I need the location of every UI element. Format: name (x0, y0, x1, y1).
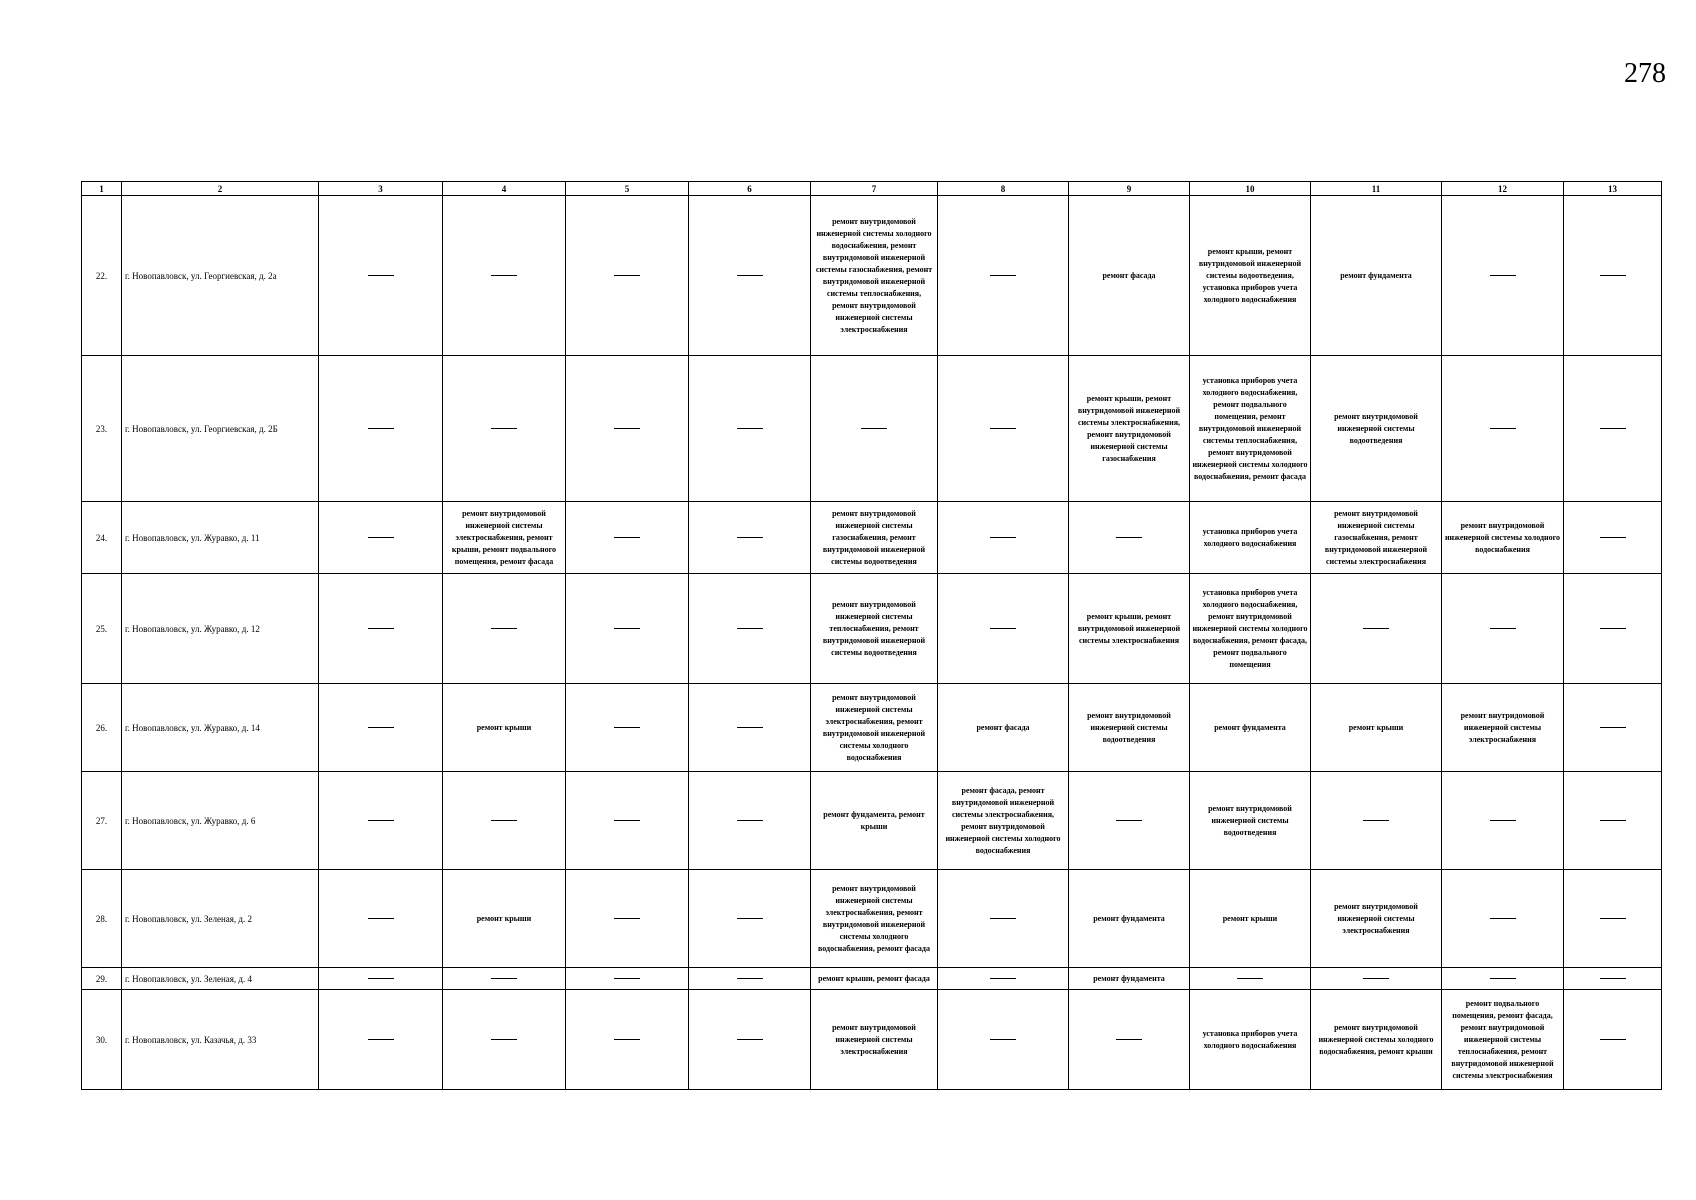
dash-mark (990, 428, 1016, 429)
dash-mark (491, 820, 517, 821)
table-row (82, 574, 1662, 684)
empty-cell (566, 990, 689, 1090)
work-cell: ремонт внутридомовой инженерной системы электроснабжения, ремонт крыши, ремонт подвального помещения, ремонт фасада (443, 502, 566, 574)
row-number: 23. (82, 356, 122, 502)
dash-mark (368, 918, 394, 919)
work-cell: ремонт крыши, ремонт внутридомовой инженерной системы водоотведения, установка приборов учета холодного водоснабжения (1190, 196, 1311, 356)
work-cell: установка приборов учета холодного водоснабжения, ремонт внутридомовой инженерной системы холодного водоснабжения, ремонт фасада, ремонт подвального помещения (1190, 574, 1311, 684)
work-cell: ремонт крыши, ремонт фасада (811, 968, 938, 990)
empty-cell (689, 870, 811, 968)
header-cell: 11 (1311, 182, 1442, 196)
empty-cell (566, 502, 689, 574)
empty-cell (566, 968, 689, 990)
empty-cell (1442, 870, 1564, 968)
dash-mark (614, 727, 640, 728)
dash-mark (990, 978, 1016, 979)
empty-cell (443, 574, 566, 684)
empty-cell (1564, 870, 1662, 968)
header-row (82, 182, 1662, 196)
dash-mark (990, 918, 1016, 919)
dash-mark (1490, 275, 1516, 276)
work-cell: ремонт внутридомовой инженерной системы газоснабжения, ремонт внутридомовой инженерной системы электроснабжения (1311, 502, 1442, 574)
dash-mark (614, 628, 640, 629)
work-cell: ремонт фундамента (1069, 870, 1190, 968)
dash-mark (1600, 428, 1626, 429)
empty-cell (1564, 574, 1662, 684)
empty-cell (689, 356, 811, 502)
empty-cell (938, 502, 1069, 574)
dash-mark (368, 537, 394, 538)
empty-cell (1564, 502, 1662, 574)
dash-mark (368, 275, 394, 276)
work-cell: установка приборов учета холодного водоснабжения, ремонт подвального помещения, ремонт внутридомовой инженерной системы теплоснабжения, ремонт внутридомовой инженерной системы холодного водоснабжения, ремонт фасада (1190, 356, 1311, 502)
empty-cell (566, 772, 689, 870)
empty-cell (938, 356, 1069, 502)
empty-cell (689, 196, 811, 356)
dash-mark (1490, 820, 1516, 821)
empty-cell (319, 684, 443, 772)
table-row (82, 870, 1662, 968)
work-cell: ремонт фасада, ремонт внутридомовой инженерной системы электроснабжения, ремонт внутридомовой инженерной системы холодного водоснабжения (938, 772, 1069, 870)
work-cell: ремонт внутридомовой инженерной системы теплоснабжения, ремонт внутридомовой инженерной системы водоотведения (811, 574, 938, 684)
row-number: 22. (82, 196, 122, 356)
table-row (82, 990, 1662, 1090)
empty-cell (319, 968, 443, 990)
work-cell: ремонт внутридомовой инженерной системы водоотведения (1069, 684, 1190, 772)
dash-mark (1600, 537, 1626, 538)
dash-mark (1116, 1039, 1142, 1040)
row-number: 25. (82, 574, 122, 684)
repair-schedule-table (81, 181, 1662, 1090)
dash-mark (1363, 628, 1389, 629)
dash-mark (1363, 978, 1389, 979)
empty-cell (1442, 196, 1564, 356)
address-cell: г. Новопавловск, ул. Журавко, д. 11 (122, 502, 319, 574)
empty-cell (811, 356, 938, 502)
address-cell: г. Новопавловск, ул. Зеленая, д. 2 (122, 870, 319, 968)
dash-mark (491, 1039, 517, 1040)
empty-cell (1442, 356, 1564, 502)
empty-cell (1564, 196, 1662, 356)
work-cell: ремонт крыши (1311, 684, 1442, 772)
table-row (82, 196, 1662, 356)
empty-cell (566, 356, 689, 502)
empty-cell (443, 990, 566, 1090)
dash-mark (491, 428, 517, 429)
work-cell: ремонт фундамента (1311, 196, 1442, 356)
empty-cell (319, 502, 443, 574)
empty-cell (1564, 356, 1662, 502)
row-number: 30. (82, 990, 122, 1090)
empty-cell (443, 968, 566, 990)
dash-mark (368, 1039, 394, 1040)
work-cell: ремонт внутридомовой инженерной системы водоотведения (1311, 356, 1442, 502)
row-number: 28. (82, 870, 122, 968)
empty-cell (319, 196, 443, 356)
dash-mark (368, 978, 394, 979)
row-number: 24. (82, 502, 122, 574)
empty-cell (938, 968, 1069, 990)
header-cell: 4 (443, 182, 566, 196)
dash-mark (737, 727, 763, 728)
dash-mark (737, 1039, 763, 1040)
dash-mark (737, 537, 763, 538)
empty-cell (443, 196, 566, 356)
empty-cell (1442, 772, 1564, 870)
dash-mark (368, 428, 394, 429)
empty-cell (1564, 684, 1662, 772)
dash-mark (861, 428, 887, 429)
empty-cell (1311, 574, 1442, 684)
work-cell: ремонт внутридомовой инженерной системы электроснабжения, ремонт внутридомовой инженерной системы холодного водоснабжения, ремонт фасада (811, 870, 938, 968)
dash-mark (737, 275, 763, 276)
dash-mark (1600, 275, 1626, 276)
empty-cell (1564, 968, 1662, 990)
dash-mark (1116, 820, 1142, 821)
work-cell: ремонт внутридомовой инженерной системы холодного водоснабжения, ремонт внутридомовой инженерной системы газоснабжения, ремонт внутридомовой инженерной системы теплоснабжения, ремонт внутридомовой инженерной системы электроснабжения (811, 196, 938, 356)
dash-mark (614, 1039, 640, 1040)
dash-mark (737, 918, 763, 919)
address-cell: г. Новопавловск, ул. Журавко, д. 14 (122, 684, 319, 772)
dash-mark (990, 1039, 1016, 1040)
work-cell: ремонт крыши, ремонт внутридомовой инженерной системы электроснабжения, ремонт внутридомовой инженерной системы газоснабжения (1069, 356, 1190, 502)
header-cell: 12 (1442, 182, 1564, 196)
work-cell: ремонт внутридомовой инженерной системы холодного водоснабжения (1442, 502, 1564, 574)
empty-cell (938, 574, 1069, 684)
work-cell: ремонт внутридомовой инженерной системы электроснабжения, ремонт внутридомовой инженерной системы холодного водоснабжения (811, 684, 938, 772)
dash-mark (1490, 918, 1516, 919)
empty-cell (689, 772, 811, 870)
header-cell: 3 (319, 182, 443, 196)
empty-cell (566, 574, 689, 684)
work-cell: ремонт внутридомовой инженерной системы электроснабжения (811, 990, 938, 1090)
row-number: 27. (82, 772, 122, 870)
empty-cell (1564, 772, 1662, 870)
work-cell: ремонт крыши (443, 684, 566, 772)
dash-mark (614, 820, 640, 821)
empty-cell (319, 990, 443, 1090)
empty-cell (1442, 574, 1564, 684)
dash-mark (491, 275, 517, 276)
work-cell: ремонт фундамента, ремонт крыши (811, 772, 938, 870)
address-cell: г. Новопавловск, ул. Журавко, д. 12 (122, 574, 319, 684)
empty-cell (1069, 772, 1190, 870)
work-cell: ремонт крыши (1190, 870, 1311, 968)
dash-mark (614, 978, 640, 979)
dash-mark (1600, 820, 1626, 821)
address-cell: г. Новопавловск, ул. Журавко, д. 6 (122, 772, 319, 870)
empty-cell (1442, 968, 1564, 990)
work-cell: установка приборов учета холодного водоснабжения (1190, 502, 1311, 574)
work-cell: ремонт внутридомовой инженерной системы водоотведения (1190, 772, 1311, 870)
page-number: 278 (1624, 58, 1666, 89)
work-cell: ремонт внутридомовой инженерной системы газоснабжения, ремонт внутридомовой инженерной системы водоотведения (811, 502, 938, 574)
work-cell: ремонт внутридомовой инженерной системы холодного водоснабжения, ремонт крыши (1311, 990, 1442, 1090)
dash-mark (1600, 918, 1626, 919)
dash-mark (990, 537, 1016, 538)
empty-cell (689, 990, 811, 1090)
empty-cell (319, 870, 443, 968)
dash-mark (737, 820, 763, 821)
address-cell: г. Новопавловск, ул. Зеленая, д. 4 (122, 968, 319, 990)
work-cell: ремонт подвального помещения, ремонт фасада, ремонт внутридомовой инженерной системы теплоснабжения, ремонт внутридомовой инженерной системы электроснабжения (1442, 990, 1564, 1090)
dash-mark (1600, 1039, 1626, 1040)
header-cell: 5 (566, 182, 689, 196)
empty-cell (938, 196, 1069, 356)
work-cell: ремонт фундамента (1190, 684, 1311, 772)
dash-mark (1600, 727, 1626, 728)
dash-mark (614, 428, 640, 429)
dash-mark (1490, 628, 1516, 629)
empty-cell (689, 502, 811, 574)
dash-mark (1600, 628, 1626, 629)
dash-mark (614, 275, 640, 276)
header-cell: 10 (1190, 182, 1311, 196)
dash-mark (1363, 820, 1389, 821)
dash-mark (1600, 978, 1626, 979)
empty-cell (938, 870, 1069, 968)
empty-cell (566, 196, 689, 356)
dash-mark (990, 628, 1016, 629)
empty-cell (1311, 772, 1442, 870)
empty-cell (319, 772, 443, 870)
address-cell: г. Новопавловск, ул. Казачья, д. 33 (122, 990, 319, 1090)
dash-mark (1490, 428, 1516, 429)
work-cell: установка приборов учета холодного водоснабжения (1190, 990, 1311, 1090)
empty-cell (1311, 968, 1442, 990)
work-cell: ремонт фасада (938, 684, 1069, 772)
table-row (82, 968, 1662, 990)
header-cell: 8 (938, 182, 1069, 196)
empty-cell (689, 684, 811, 772)
dash-mark (1237, 978, 1263, 979)
header-cell: 1 (82, 182, 122, 196)
header-cell: 9 (1069, 182, 1190, 196)
dash-mark (368, 727, 394, 728)
empty-cell (319, 356, 443, 502)
address-cell: г. Новопавловск, ул. Георгиевская, д. 2а (122, 196, 319, 356)
work-cell: ремонт крыши, ремонт внутридомовой инженерной системы электроснабжения (1069, 574, 1190, 684)
empty-cell (1190, 968, 1311, 990)
header-cell: 2 (122, 182, 319, 196)
table-row (82, 684, 1662, 772)
dash-mark (368, 628, 394, 629)
empty-cell (689, 968, 811, 990)
empty-cell (566, 870, 689, 968)
dash-mark (737, 978, 763, 979)
empty-cell (1069, 502, 1190, 574)
row-number: 29. (82, 968, 122, 990)
empty-cell (319, 574, 443, 684)
dash-mark (491, 628, 517, 629)
dash-mark (614, 918, 640, 919)
header-cell: 13 (1564, 182, 1662, 196)
empty-cell (1564, 990, 1662, 1090)
header-cell: 7 (811, 182, 938, 196)
empty-cell (443, 356, 566, 502)
dash-mark (1490, 978, 1516, 979)
dash-mark (368, 820, 394, 821)
dash-mark (1116, 537, 1142, 538)
table-row (82, 502, 1662, 574)
work-cell: ремонт крыши (443, 870, 566, 968)
dash-mark (990, 275, 1016, 276)
empty-cell (1069, 990, 1190, 1090)
dash-mark (737, 428, 763, 429)
work-cell: ремонт внутридомовой инженерной системы электроснабжения (1311, 870, 1442, 968)
work-cell: ремонт фундамента (1069, 968, 1190, 990)
header-cell: 6 (689, 182, 811, 196)
address-cell: г. Новопавловск, ул. Георгиевская, д. 2Б (122, 356, 319, 502)
empty-cell (689, 574, 811, 684)
empty-cell (938, 990, 1069, 1090)
row-number: 26. (82, 684, 122, 772)
dash-mark (491, 978, 517, 979)
dash-mark (614, 537, 640, 538)
dash-mark (737, 628, 763, 629)
empty-cell (566, 684, 689, 772)
empty-cell (443, 772, 566, 870)
table-row (82, 772, 1662, 870)
table-row (82, 356, 1662, 502)
work-cell: ремонт фасада (1069, 196, 1190, 356)
work-cell: ремонт внутридомовой инженерной системы электроснабжения (1442, 684, 1564, 772)
